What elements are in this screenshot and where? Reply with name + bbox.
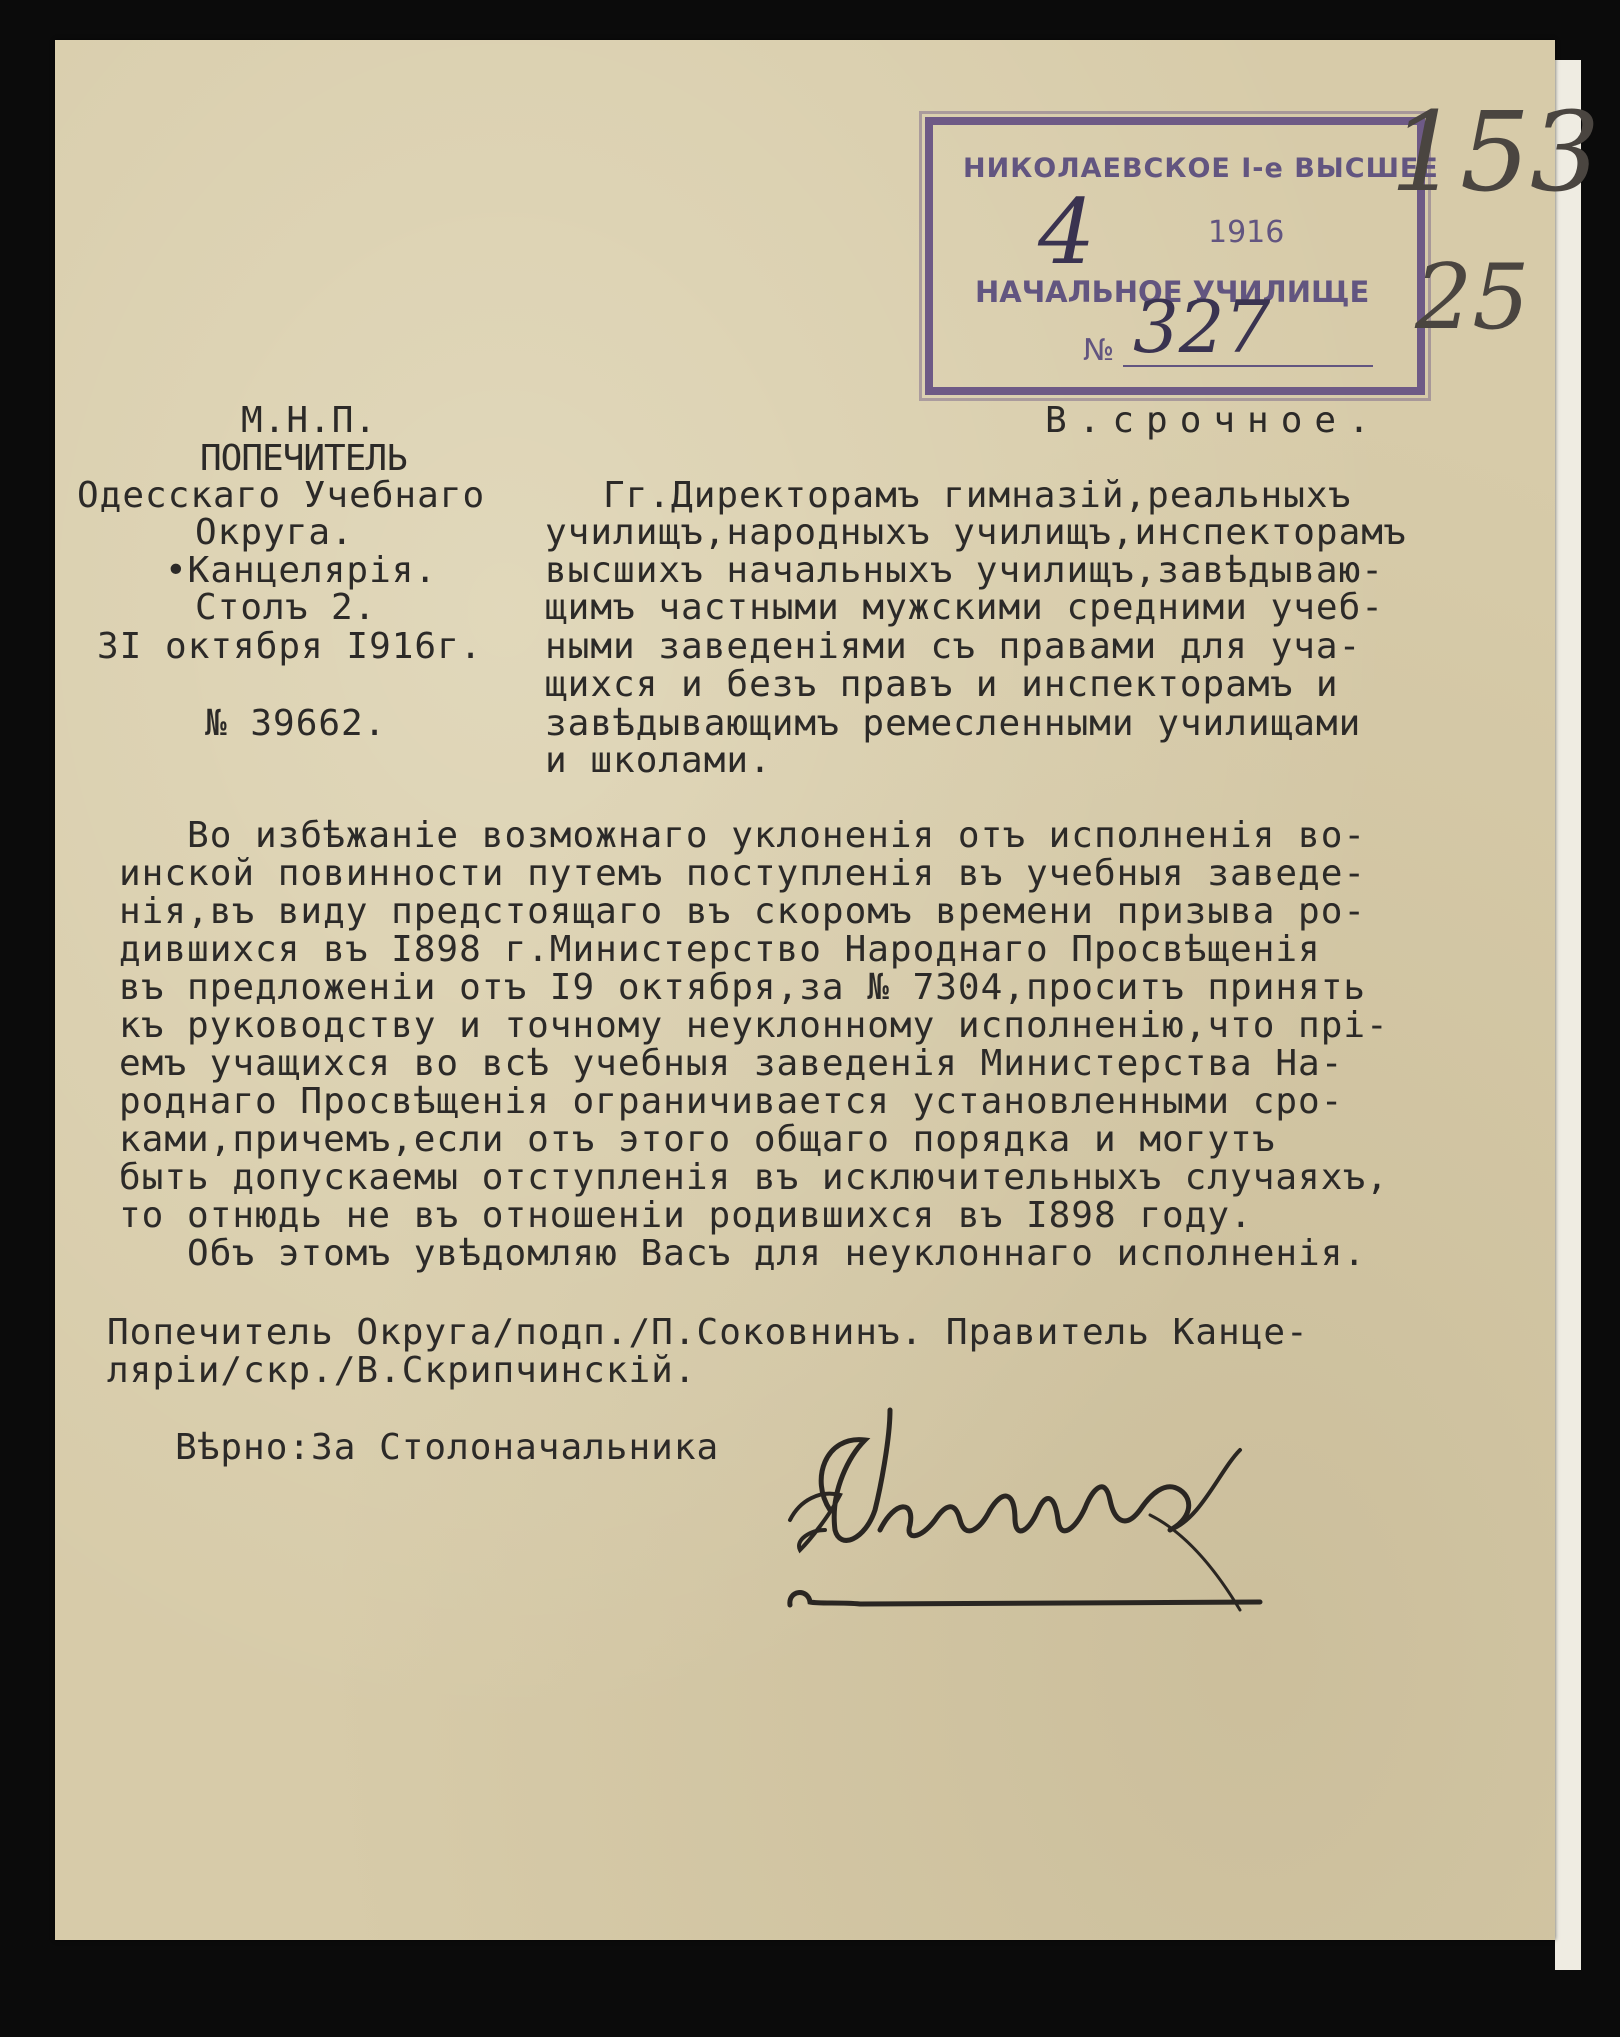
body-line: то отнюдь не въ отношеніи родившихся въ I898 году. — [119, 1195, 1253, 1236]
office-name: •Канцелярія. — [165, 550, 438, 591]
stamp-school-type: НАЧАЛЬНОЕ УЧИЛИЩЕ — [975, 275, 1370, 309]
ministry-abbrev: М.Н.П. — [241, 400, 378, 441]
school-registration-stamp — [925, 117, 1439, 395]
district-name-line2: Округа. — [195, 512, 354, 553]
addressee-line: и школами. — [545, 740, 772, 781]
body-line: ками,причемъ,если отъ этого общаго порядка и могутъ — [119, 1119, 1276, 1160]
urgency-mark: В.срочное. — [1045, 400, 1382, 441]
signature-flourish-line — [780, 1580, 1280, 1620]
body-line: къ руководству и точному неуклонному исполненію,что прі- — [119, 1005, 1389, 1046]
body-line: дившихся въ I898 г.Министерство Народнаго Просвѣщенія — [119, 929, 1321, 970]
body-line: нія,въ виду предстоящаго въ скоромъ времени призыва ро- — [119, 891, 1367, 932]
margin-note-top: 153 — [1390, 88, 1600, 216]
official-title: ПОПЕЧИТЕЛЬ — [200, 438, 407, 479]
handwritten-day: 4 — [1038, 180, 1096, 285]
signers-line: ляріи/скр./В.Скрипчинскій. — [107, 1350, 697, 1391]
addressee-line: Гг.Директорамъ гимназій,реальныхъ — [603, 475, 1352, 516]
addressee-line: ными заведеніями съ правами для уча- — [545, 626, 1362, 667]
body-line: быть допускаемы отступленія въ исключительныхъ случаяхъ, — [119, 1157, 1389, 1198]
document-date: 3I октября I916г. — [97, 626, 483, 667]
district-name-line1: Одесскаго Учебнаго — [77, 475, 486, 516]
body-line: емъ учащихся во всѣ учебныя заведенія Министерства На- — [119, 1043, 1344, 1084]
addressee-line: завѣдывающимъ ремесленными училищами — [545, 703, 1362, 744]
desk-number: Столъ 2. — [195, 587, 377, 628]
addressee-line: щихся и безъ правъ и инспекторамъ и — [545, 664, 1339, 705]
scanner-edge — [1555, 60, 1581, 1970]
body-line: Объ этомъ увѣдомляю Васъ для неуклоннаго исполненія. — [119, 1233, 1367, 1274]
certification-label: Вѣрно:За Столоначальника — [175, 1427, 720, 1468]
stamp-year: 1916 — [1208, 215, 1285, 250]
document-number: № 39662. — [205, 703, 387, 744]
body-line: въ предложеніи отъ I9 октября,за № 7304,проситъ принять — [119, 967, 1367, 1008]
stamp-school-name: НИКОЛАЕВСКОЕ I-е ВЫСШЕЕ — [963, 153, 1439, 184]
margin-note-bottom: 25 — [1415, 245, 1530, 350]
body-line: Во избѣжаніе возможнаго уклоненія отъ исполненія во- — [119, 815, 1367, 856]
addressee-line: училищъ,народныхъ училищъ,инспекторамъ — [545, 512, 1407, 553]
body-line: роднаго Просвѣщенія ограничивается установленными сро- — [119, 1081, 1344, 1122]
signers-line: Попечитель Округа/подп./П.Соковнинъ. Правитель Канце- — [107, 1312, 1309, 1353]
addressee-line: высшихъ начальныхъ училищъ,завѣдываю- — [545, 550, 1384, 591]
addressee-line: щимъ частными мужскими средними учеб- — [545, 587, 1384, 628]
document-page — [55, 40, 1600, 1940]
body-line: инской повинности путемъ поступленія въ учебныя заведе- — [119, 853, 1367, 894]
stamp-number-label: № — [1083, 333, 1115, 368]
handwritten-incoming-number: 327 — [1133, 285, 1271, 369]
